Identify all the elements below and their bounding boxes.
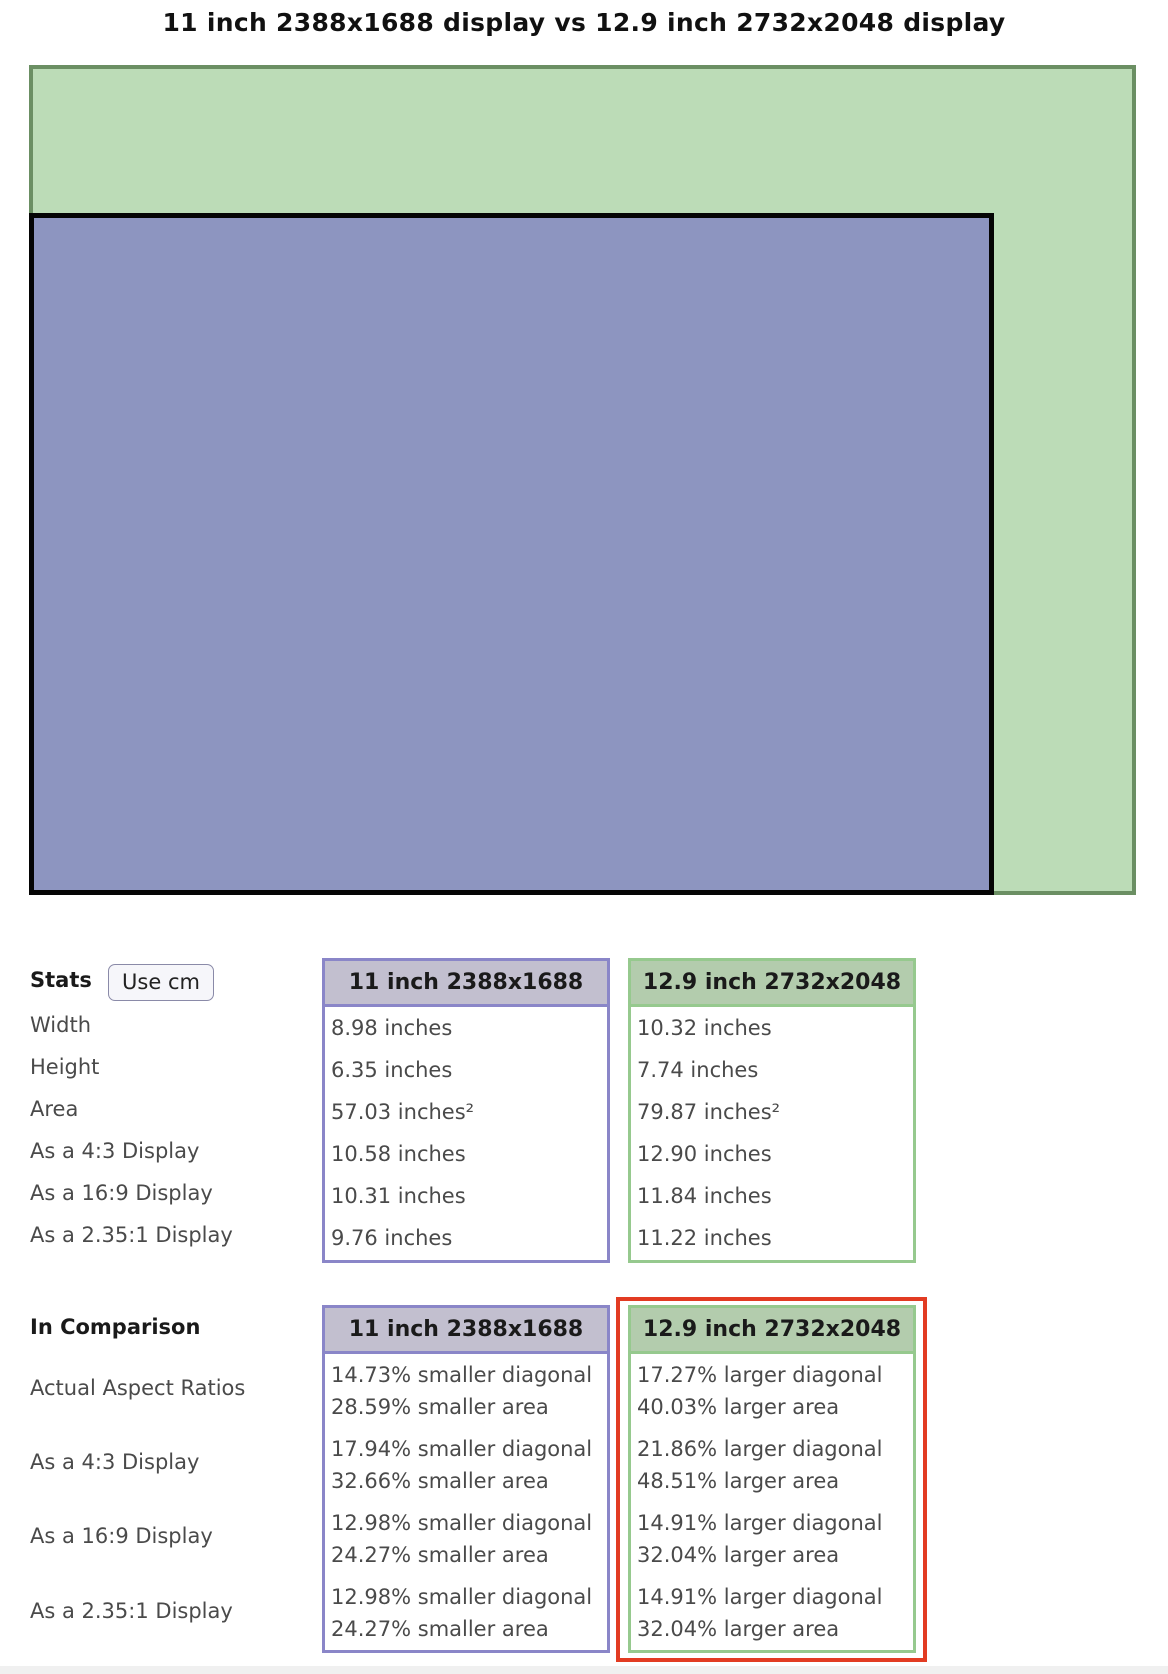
comparison-row-label: As a 2.35:1 Display bbox=[30, 1599, 233, 1623]
stats-row-label: Height bbox=[30, 1055, 100, 1079]
comparison-value: 48.51% larger area bbox=[637, 1469, 840, 1493]
comparison-column-header: 12.9 inch 2732x2048 bbox=[631, 1308, 913, 1354]
comparison-value: 12.98% smaller diagonal bbox=[331, 1511, 593, 1535]
page-title: 11 inch 2388x1688 display vs 12.9 inch 2732x2048 display bbox=[162, 8, 1006, 37]
comparison-value: 24.27% smaller area bbox=[331, 1617, 549, 1641]
stats-row-label: As a 16:9 Display bbox=[30, 1181, 213, 1205]
stats-value: 12.90 inches bbox=[637, 1142, 772, 1166]
comparison-row-label: As a 4:3 Display bbox=[30, 1450, 200, 1474]
comparison-value: 32.04% larger area bbox=[637, 1617, 840, 1641]
stats-value: 9.76 inches bbox=[331, 1226, 453, 1250]
highlight-box bbox=[616, 1297, 927, 1662]
comparison-column-display-a bbox=[322, 1305, 610, 1653]
stats-column-header: 12.9 inch 2732x2048 bbox=[631, 961, 913, 1007]
stats-column-display-b bbox=[628, 958, 916, 1263]
comparison-column-header: 11 inch 2388x1688 bbox=[325, 1308, 607, 1354]
use-cm-button[interactable]: Use cm bbox=[108, 964, 214, 1001]
stats-heading: Stats bbox=[30, 968, 92, 992]
stats-row-label: Area bbox=[30, 1097, 79, 1121]
stats-value: 7.74 inches bbox=[637, 1058, 759, 1082]
small-display-rectangle bbox=[29, 213, 994, 895]
stats-value: 10.32 inches bbox=[637, 1016, 772, 1040]
comparison-value: 12.98% smaller diagonal bbox=[331, 1585, 593, 1609]
comparison-value: 32.04% larger area bbox=[637, 1543, 840, 1567]
stats-column-header: 11 inch 2388x1688 bbox=[325, 961, 607, 1007]
stats-value: 57.03 inches² bbox=[331, 1100, 475, 1124]
stats-value: 10.58 inches bbox=[331, 1142, 466, 1166]
stats-row-label: Width bbox=[30, 1013, 92, 1037]
bottom-divider bbox=[0, 1666, 1168, 1674]
stats-value: 79.87 inches² bbox=[637, 1100, 781, 1124]
comparison-heading: In Comparison bbox=[30, 1315, 201, 1339]
comparison-value: 14.91% larger diagonal bbox=[637, 1585, 883, 1609]
comparison-value: 17.27% larger diagonal bbox=[637, 1363, 883, 1387]
stats-value: 6.35 inches bbox=[331, 1058, 453, 1082]
comparison-value: 14.73% smaller diagonal bbox=[331, 1363, 593, 1387]
stats-value: 11.84 inches bbox=[637, 1184, 772, 1208]
stats-value: 8.98 inches bbox=[331, 1016, 453, 1040]
comparison-value: 28.59% smaller area bbox=[331, 1395, 549, 1419]
comparison-value: 24.27% smaller area bbox=[331, 1543, 549, 1567]
stats-value: 10.31 inches bbox=[331, 1184, 466, 1208]
stats-row-label: As a 2.35:1 Display bbox=[30, 1223, 233, 1247]
comparison-row-label: Actual Aspect Ratios bbox=[30, 1376, 246, 1400]
stats-column-display-a bbox=[322, 958, 610, 1263]
comparison-value: 32.66% smaller area bbox=[331, 1469, 549, 1493]
comparison-value: 40.03% larger area bbox=[637, 1395, 840, 1419]
comparison-row-label: As a 16:9 Display bbox=[30, 1524, 213, 1548]
comparison-value: 14.91% larger diagonal bbox=[637, 1511, 883, 1535]
stats-value: 11.22 inches bbox=[637, 1226, 772, 1250]
comparison-value: 21.86% larger diagonal bbox=[637, 1437, 883, 1461]
stats-row-label: As a 4:3 Display bbox=[30, 1139, 200, 1163]
comparison-value: 17.94% smaller diagonal bbox=[331, 1437, 593, 1461]
